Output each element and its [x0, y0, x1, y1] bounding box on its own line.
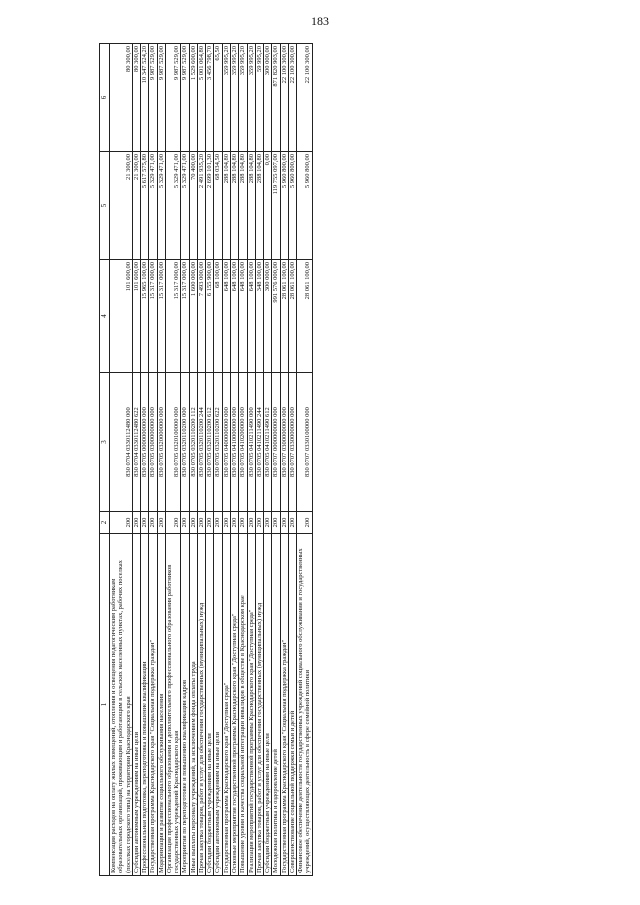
table-row	[181, 44, 189, 876]
row-amount-col5: 288 104,80	[230, 152, 238, 260]
row-amount-col4: 1 600 000,00	[189, 260, 197, 373]
row-amount-col4: 6 155 900,00	[206, 260, 214, 373]
row-name-cell: Молодежная политика и оздоровление детей	[272, 534, 280, 876]
row-name-cell: Компенсация расходов на оплату жилых помещений, отопления и освещения педагогическим работникам образовательных организаций, проживающим и работающим в сельских населенных пунктах, рабочих поселках (поселках городского типа) на территории Краснодарского края	[110, 534, 133, 876]
row-amount-col4: 348 100,00	[255, 260, 263, 373]
row-amount-col6: 10 347 524,20	[141, 44, 149, 152]
table-row	[288, 44, 296, 876]
row-amount-col5: 5 329 471,00	[165, 152, 181, 260]
row-kbk-cell: 830 0705 0410211490 612	[264, 373, 272, 512]
row-name-cell: Государственная программа Краснодарского края "Социальная поддержка граждан"	[280, 534, 288, 876]
table-row	[157, 44, 165, 876]
row-code-cell: 200	[230, 512, 238, 534]
row-amount-col6: 9 987 529,00	[181, 44, 189, 152]
row-kbk-cell: 830 0707 0330100000 000	[297, 373, 313, 512]
header-row	[100, 44, 110, 876]
table-row	[197, 44, 205, 876]
row-amount-col6: 5 001 064,80	[197, 44, 205, 152]
row-amount-col4: 15 317 000,00	[165, 260, 181, 373]
row-name-cell: Субсидии бюджетным учреждениям на иные цели	[206, 534, 214, 876]
row-amount-col5: 288 104,80	[247, 152, 255, 260]
table-row	[297, 44, 313, 876]
table-row	[206, 44, 214, 876]
row-code-cell: 200	[149, 512, 157, 534]
column-header-1: 1	[100, 534, 110, 876]
row-code-cell: 200	[197, 512, 205, 534]
row-name-cell: Прочая закупка товаров, работ и услуг для обеспечения государственных (муниципальных) нужд	[255, 534, 263, 876]
row-amount-col5: 119 755 097,00	[272, 152, 280, 260]
row-name-cell: Повышение уровня и качества социальной интеграции инвалидов в обществе в Краснодарском крае	[239, 534, 247, 876]
row-name-cell: Субсидии автономным учреждениям на иные цели	[214, 534, 222, 876]
row-name-cell: Финансовое обеспечение деятельности государственных учреждений социального обслуживания и государственных учреждений, осуществляющих деятельность в сфере семейной политики	[297, 534, 313, 876]
table-row	[149, 44, 157, 876]
row-amount-col4: 300 000,00	[264, 260, 272, 373]
row-code-cell: 200	[157, 512, 165, 534]
row-kbk-cell: 830 0704 0330112480 000	[110, 373, 133, 512]
row-kbk-cell: 830 0705 0410000000 000	[230, 373, 238, 512]
row-amount-col6: 22 100 300,00	[280, 44, 288, 152]
row-code-cell: 200	[222, 512, 230, 534]
row-kbk-cell: 830 0707 0300000000 000	[280, 373, 288, 512]
row-amount-col4: 28 061 100,00	[297, 260, 313, 373]
row-amount-col5: 2 491 935,20	[197, 152, 205, 260]
row-code-cell: 200	[255, 512, 263, 534]
row-amount-col5: 21 300,00	[110, 152, 133, 260]
row-amount-col6: 300 000,00	[264, 44, 272, 152]
column-header-3: 3	[100, 373, 110, 512]
row-code-cell: 200	[297, 512, 313, 534]
row-name-cell: Профессиональная подготовка, переподготовка и повышение квалификации	[141, 534, 149, 876]
row-amount-col6: 59 995,20	[255, 44, 263, 152]
row-amount-col4: 15 965 100,00	[141, 260, 149, 373]
row-amount-col4: 15 317 000,00	[181, 260, 189, 373]
column-header-2: 2	[100, 512, 110, 534]
column-header-5: 5	[100, 152, 110, 260]
row-name-cell: Организация профессионального образования и дополнительного профессионального образования работников государственных учреждений Краснодарского края	[165, 534, 181, 876]
row-name-cell: Основные мероприятия государственной программы Краснодарского края "Доступная среда"	[230, 534, 238, 876]
row-kbk-cell: 830 0705 0320000000 000	[157, 373, 165, 512]
row-amount-col5: 5 617 575,80	[141, 152, 149, 260]
row-code-cell: 200	[206, 512, 214, 534]
budget-table	[99, 43, 313, 876]
row-amount-col4: 101 600,00	[110, 260, 133, 373]
row-amount-col6: 359 995,20	[230, 44, 238, 152]
row-code-cell: 200	[214, 512, 222, 534]
row-kbk-cell: 830 0705 0320100000 000	[165, 373, 181, 512]
row-amount-col6: 22 100 300,00	[297, 44, 313, 152]
row-name-cell: Иные выплаты персоналу учреждений, за исключением фонда оплаты труда	[189, 534, 197, 876]
row-code-cell: 200	[272, 512, 280, 534]
row-amount-col6: 3 456 798,70	[206, 44, 214, 152]
row-amount-col6: 1 529 600,00	[189, 44, 197, 152]
table-row	[141, 44, 149, 876]
column-header-4: 4	[100, 260, 110, 373]
row-code-cell: 200	[288, 512, 296, 534]
row-kbk-cell: 830 0705 0320110200 244	[197, 373, 205, 512]
table-body	[110, 44, 313, 876]
row-amount-col4: 68 100,00	[214, 260, 222, 373]
row-amount-col5: 5 329 471,00	[157, 152, 165, 260]
row-amount-col5: 21 300,00	[132, 152, 140, 260]
row-amount-col4: 648 100,00	[222, 260, 230, 373]
row-amount-col5: 5 960 800,00	[288, 152, 296, 260]
row-amount-col4: 15 317 000,00	[157, 260, 165, 373]
row-name-cell: Мероприятия по переподготовке и повышению квалификации кадров	[181, 534, 189, 876]
column-header-6: 6	[100, 44, 110, 152]
row-name-cell: Реализация мероприятий государственной программы Краснодарского края "Доступная среда"	[247, 534, 255, 876]
row-kbk-cell: 830 0707 0330000000 000	[288, 373, 296, 512]
table-row	[247, 44, 255, 876]
row-kbk-cell: 830 0705 0410211490 244	[255, 373, 263, 512]
row-kbk-cell: 830 0705 0300000000 000	[149, 373, 157, 512]
row-kbk-cell: 830 0707 0000000000 000	[272, 373, 280, 512]
page-number: 183	[311, 14, 329, 28]
rotated-table-container	[99, 44, 312, 876]
row-amount-col6: 9 987 529,00	[157, 44, 165, 152]
row-amount-col4: 15 317 000,00	[149, 260, 157, 373]
table-row	[132, 44, 140, 876]
row-amount-col4: 7 493 000,00	[197, 260, 205, 373]
row-amount-col5: 288 104,80	[255, 152, 263, 260]
table-row	[272, 44, 280, 876]
row-kbk-cell: 830 0705 0320110200 612	[206, 373, 214, 512]
row-kbk-cell: 830 0705 0000000000 000	[141, 373, 149, 512]
row-amount-col5: 5 960 800,00	[297, 152, 313, 260]
row-code-cell: 200	[165, 512, 181, 534]
row-amount-col5: 5 329 471,00	[149, 152, 157, 260]
row-name-cell: Государственная программа Краснодарского края "Доступная среда"	[222, 534, 230, 876]
row-kbk-cell: 830 0705 0410200000 000	[239, 373, 247, 512]
row-amount-col4: 28 061 100,00	[280, 260, 288, 373]
row-amount-col4: 648 100,00	[247, 260, 255, 373]
row-amount-col5: 68 034,50	[214, 152, 222, 260]
row-kbk-cell: 830 0705 0320110200 000	[181, 373, 189, 512]
row-name-cell: Совершенствование социальной поддержки семьи и детей	[288, 534, 296, 876]
table-header	[100, 44, 110, 876]
row-code-cell: 200	[181, 512, 189, 534]
row-amount-col6: 359 995,20	[239, 44, 247, 152]
row-amount-col6: 9 987 529,00	[149, 44, 157, 152]
table-row	[239, 44, 247, 876]
row-amount-col5: 70 400,00	[189, 152, 197, 260]
row-amount-col5: 2 699 101,30	[206, 152, 214, 260]
rotated-table-frame	[99, 44, 313, 876]
row-code-cell: 200	[264, 512, 272, 534]
row-code-cell: 200	[110, 512, 133, 534]
row-kbk-cell: 830 0704 0330112480 622	[132, 373, 140, 512]
table-row	[189, 44, 197, 876]
row-code-cell: 200	[247, 512, 255, 534]
table-row	[264, 44, 272, 876]
row-code-cell: 200	[280, 512, 288, 534]
row-amount-col6: 65,50	[214, 44, 222, 152]
table-row	[222, 44, 230, 876]
row-amount-col5: 0,00	[264, 152, 272, 260]
row-amount-col5: 5 960 800,00	[280, 152, 288, 260]
row-amount-col5: 288 104,80	[222, 152, 230, 260]
row-code-cell: 200	[189, 512, 197, 534]
row-amount-col4: 991 576 000,00	[272, 260, 280, 373]
row-amount-col5: 288 104,80	[239, 152, 247, 260]
row-name-cell: Субсидии бюджетным учреждениям на иные цели	[264, 534, 272, 876]
row-amount-col6: 9 987 529,00	[165, 44, 181, 152]
row-kbk-cell: 830 0705 0410211490 000	[247, 373, 255, 512]
row-name-cell: Модернизация и развитие социального обслуживания населения	[157, 534, 165, 876]
row-code-cell: 200	[239, 512, 247, 534]
row-amount-col4: 648 100,00	[230, 260, 238, 373]
table-row	[165, 44, 181, 876]
table-row	[280, 44, 288, 876]
row-amount-col6: 359 995,20	[222, 44, 230, 152]
row-kbk-cell: 830 0705 0400000000 000	[222, 373, 230, 512]
row-name-cell: Прочая закупка товаров, работ и услуг для обеспечения государственных (муниципальных) нужд	[197, 534, 205, 876]
table-row	[255, 44, 263, 876]
table-row	[230, 44, 238, 876]
row-amount-col4: 648 100,00	[239, 260, 247, 373]
row-amount-col4: 101 600,00	[132, 260, 140, 373]
row-amount-col5: 5 329 471,00	[181, 152, 189, 260]
table-row	[214, 44, 222, 876]
row-code-cell: 200	[132, 512, 140, 534]
row-amount-col6: 22 100 300,00	[288, 44, 296, 152]
row-amount-col6: 871 820 903,00	[272, 44, 280, 152]
row-amount-col6: 80 300,00	[110, 44, 133, 152]
row-amount-col6: 359 995,20	[247, 44, 255, 152]
row-name-cell: Субсидии автономным учреждениям на иные цели	[132, 534, 140, 876]
row-code-cell: 200	[141, 512, 149, 534]
row-amount-col6: 80 300,00	[132, 44, 140, 152]
table-row	[110, 44, 133, 876]
row-name-cell: Государственная программа Краснодарского края "Социальная поддержка граждан"	[149, 534, 157, 876]
row-kbk-cell: 830 0705 0320110200 112	[189, 373, 197, 512]
row-kbk-cell: 830 0705 0320110200 622	[214, 373, 222, 512]
row-amount-col4: 28 061 100,00	[288, 260, 296, 373]
